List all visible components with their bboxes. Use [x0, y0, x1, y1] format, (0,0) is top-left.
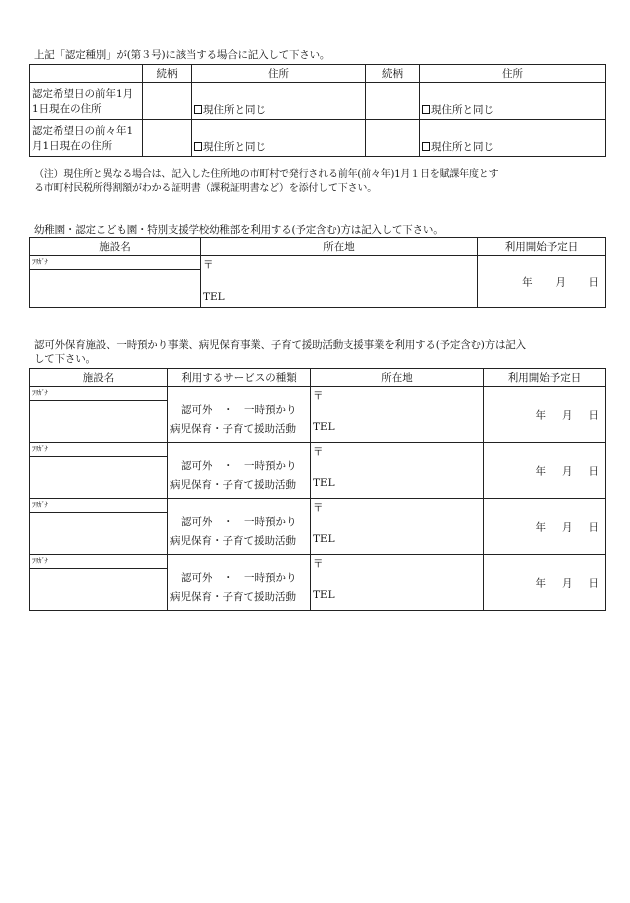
- tel-label: TEL: [313, 533, 335, 545]
- same-address-label: 現住所と同じ: [431, 141, 494, 153]
- header-location: 所在地: [311, 369, 484, 387]
- furigana-divider: [30, 400, 167, 401]
- header-facility: 施設名: [30, 238, 201, 256]
- header-relation-2: 続柄: [366, 65, 420, 83]
- same-address-checkbox[interactable]: [422, 142, 430, 151]
- service-type-options[interactable]: [168, 555, 311, 611]
- furigana-divider: [30, 568, 167, 569]
- furigana-label: ﾌﾘｶﾞﾅ: [32, 258, 48, 266]
- header-facility: 施設名: [30, 369, 168, 387]
- year-label: 年: [535, 465, 546, 477]
- furigana-label: ﾌﾘｶﾞﾅ: [32, 557, 48, 565]
- furigana-divider: [30, 456, 167, 457]
- note-line-1: （注）現住所と異なる場合は、記入した住所地の市町村で発行される前年(前々年)1月１日を賦課年度とす: [34, 169, 499, 180]
- month-label: 月: [562, 409, 573, 421]
- service-type-options[interactable]: [168, 387, 311, 443]
- start-date-input[interactable]: [484, 443, 606, 499]
- table-row: [30, 387, 606, 443]
- facility-name-input[interactable]: [30, 443, 168, 499]
- location-input[interactable]: [311, 555, 484, 611]
- service-option-line-2[interactable]: 病児保育・子育て援助活動: [170, 591, 296, 603]
- year-label: 年: [535, 521, 546, 533]
- location-input[interactable]: [201, 256, 478, 308]
- start-date-input[interactable]: [484, 555, 606, 611]
- year-label: 年: [522, 276, 533, 288]
- tel-label: TEL: [313, 421, 335, 433]
- facility-name-input[interactable]: [30, 499, 168, 555]
- tel-label: TEL: [313, 477, 335, 489]
- relation-input[interactable]: [366, 120, 420, 157]
- section3-heading-line-1: 認可外保育施設、一時預かり事業、病児保育事業、子育て援助活動支援事業を利用する(予定含む)方は記入: [34, 339, 526, 351]
- day-label: 日: [588, 465, 599, 477]
- location-input[interactable]: [311, 499, 484, 555]
- section2-heading: 幼稚園・認定こども園・特別支援学校幼稚部を利用する(予定含む)方は記入して下さい。: [34, 224, 444, 236]
- furigana-label: ﾌﾘｶﾞﾅ: [32, 445, 48, 453]
- same-address-checkbox[interactable]: [194, 142, 202, 151]
- postal-mark: 〒: [313, 502, 324, 514]
- row-label-prev-year: 認定希望日の前年1月 1日現在の住所: [30, 83, 143, 120]
- header-address-1: 住所: [192, 65, 366, 83]
- childcare-service-table: [29, 368, 606, 611]
- month-label: 月: [562, 577, 573, 589]
- relation-input[interactable]: [366, 83, 420, 120]
- service-option-line-1[interactable]: 認可外 ・ 一時預かり: [181, 460, 297, 472]
- table-row: [30, 499, 606, 555]
- furigana-label: ﾌﾘｶﾞﾅ: [32, 501, 48, 509]
- service-option-line-1[interactable]: 認可外 ・ 一時預かり: [181, 404, 297, 416]
- service-option-line-1[interactable]: 認可外 ・ 一時預かり: [181, 572, 297, 584]
- postal-mark: 〒: [203, 259, 214, 271]
- postal-mark: 〒: [313, 558, 324, 570]
- previous-address-table: [29, 64, 606, 157]
- header-service-type: 利用するサービスの種類: [168, 369, 311, 387]
- facility-name-input[interactable]: [30, 555, 168, 611]
- tel-label: TEL: [203, 291, 225, 303]
- section1-heading: 上記「認定種別」が(第３号)に該当する場合に記入して下さい。: [34, 49, 331, 61]
- same-address-label: 現住所と同じ: [203, 104, 266, 116]
- service-type-options[interactable]: [168, 499, 311, 555]
- service-option-line-1[interactable]: 認可外 ・ 一時預かり: [181, 516, 297, 528]
- start-date-input[interactable]: [478, 256, 606, 308]
- furigana-label: ﾌﾘｶﾞﾅ: [32, 389, 48, 397]
- year-label: 年: [535, 409, 546, 421]
- address-input[interactable]: [420, 120, 606, 157]
- start-date-input[interactable]: [484, 499, 606, 555]
- service-option-line-2[interactable]: 病児保育・子育て援助活動: [170, 423, 296, 435]
- year-label: 年: [535, 577, 546, 589]
- facility-name-input[interactable]: [30, 256, 201, 308]
- month-label: 月: [562, 465, 573, 477]
- header-start-date: 利用開始予定日: [484, 369, 606, 387]
- header-relation-1: 続柄: [143, 65, 192, 83]
- day-label: 日: [588, 276, 599, 288]
- month-label: 月: [555, 276, 566, 288]
- start-date-input[interactable]: [484, 387, 606, 443]
- relation-input[interactable]: [143, 83, 192, 120]
- note-line-2: る市町村民税所得割額がわかる証明書（課税証明書など）を添付して下さい。: [34, 183, 377, 194]
- day-label: 日: [588, 409, 599, 421]
- location-input[interactable]: [311, 443, 484, 499]
- day-label: 日: [588, 577, 599, 589]
- service-type-options[interactable]: [168, 443, 311, 499]
- day-label: 日: [588, 521, 599, 533]
- header-location: 所在地: [201, 238, 478, 256]
- furigana-divider: [30, 512, 167, 513]
- same-address-label: 現住所と同じ: [431, 104, 494, 116]
- facility-name-input[interactable]: [30, 387, 168, 443]
- table-row: [30, 443, 606, 499]
- same-address-checkbox[interactable]: [194, 105, 202, 114]
- postal-mark: 〒: [313, 446, 324, 458]
- address-input[interactable]: [192, 120, 366, 157]
- header-address-2: 住所: [420, 65, 606, 83]
- row-label-prev-prev-year: 認定希望日の前々年1 月1日現在の住所: [30, 120, 143, 157]
- tel-label: TEL: [313, 589, 335, 601]
- address-input[interactable]: [420, 83, 606, 120]
- postal-mark: 〒: [313, 390, 324, 402]
- service-option-line-2[interactable]: 病児保育・子育て援助活動: [170, 479, 296, 491]
- table-row: [30, 555, 606, 611]
- service-option-line-2[interactable]: 病児保育・子育て援助活動: [170, 535, 296, 547]
- section3-heading-line-2: して下さい。: [34, 353, 96, 365]
- furigana-divider: [30, 269, 200, 270]
- header-start-date: 利用開始予定日: [478, 238, 606, 256]
- kindergarten-table: [29, 237, 606, 308]
- relation-input[interactable]: [143, 120, 192, 157]
- same-address-checkbox[interactable]: [422, 105, 430, 114]
- location-input[interactable]: [311, 387, 484, 443]
- month-label: 月: [562, 521, 573, 533]
- same-address-label: 現住所と同じ: [203, 141, 266, 153]
- address-input[interactable]: [192, 83, 366, 120]
